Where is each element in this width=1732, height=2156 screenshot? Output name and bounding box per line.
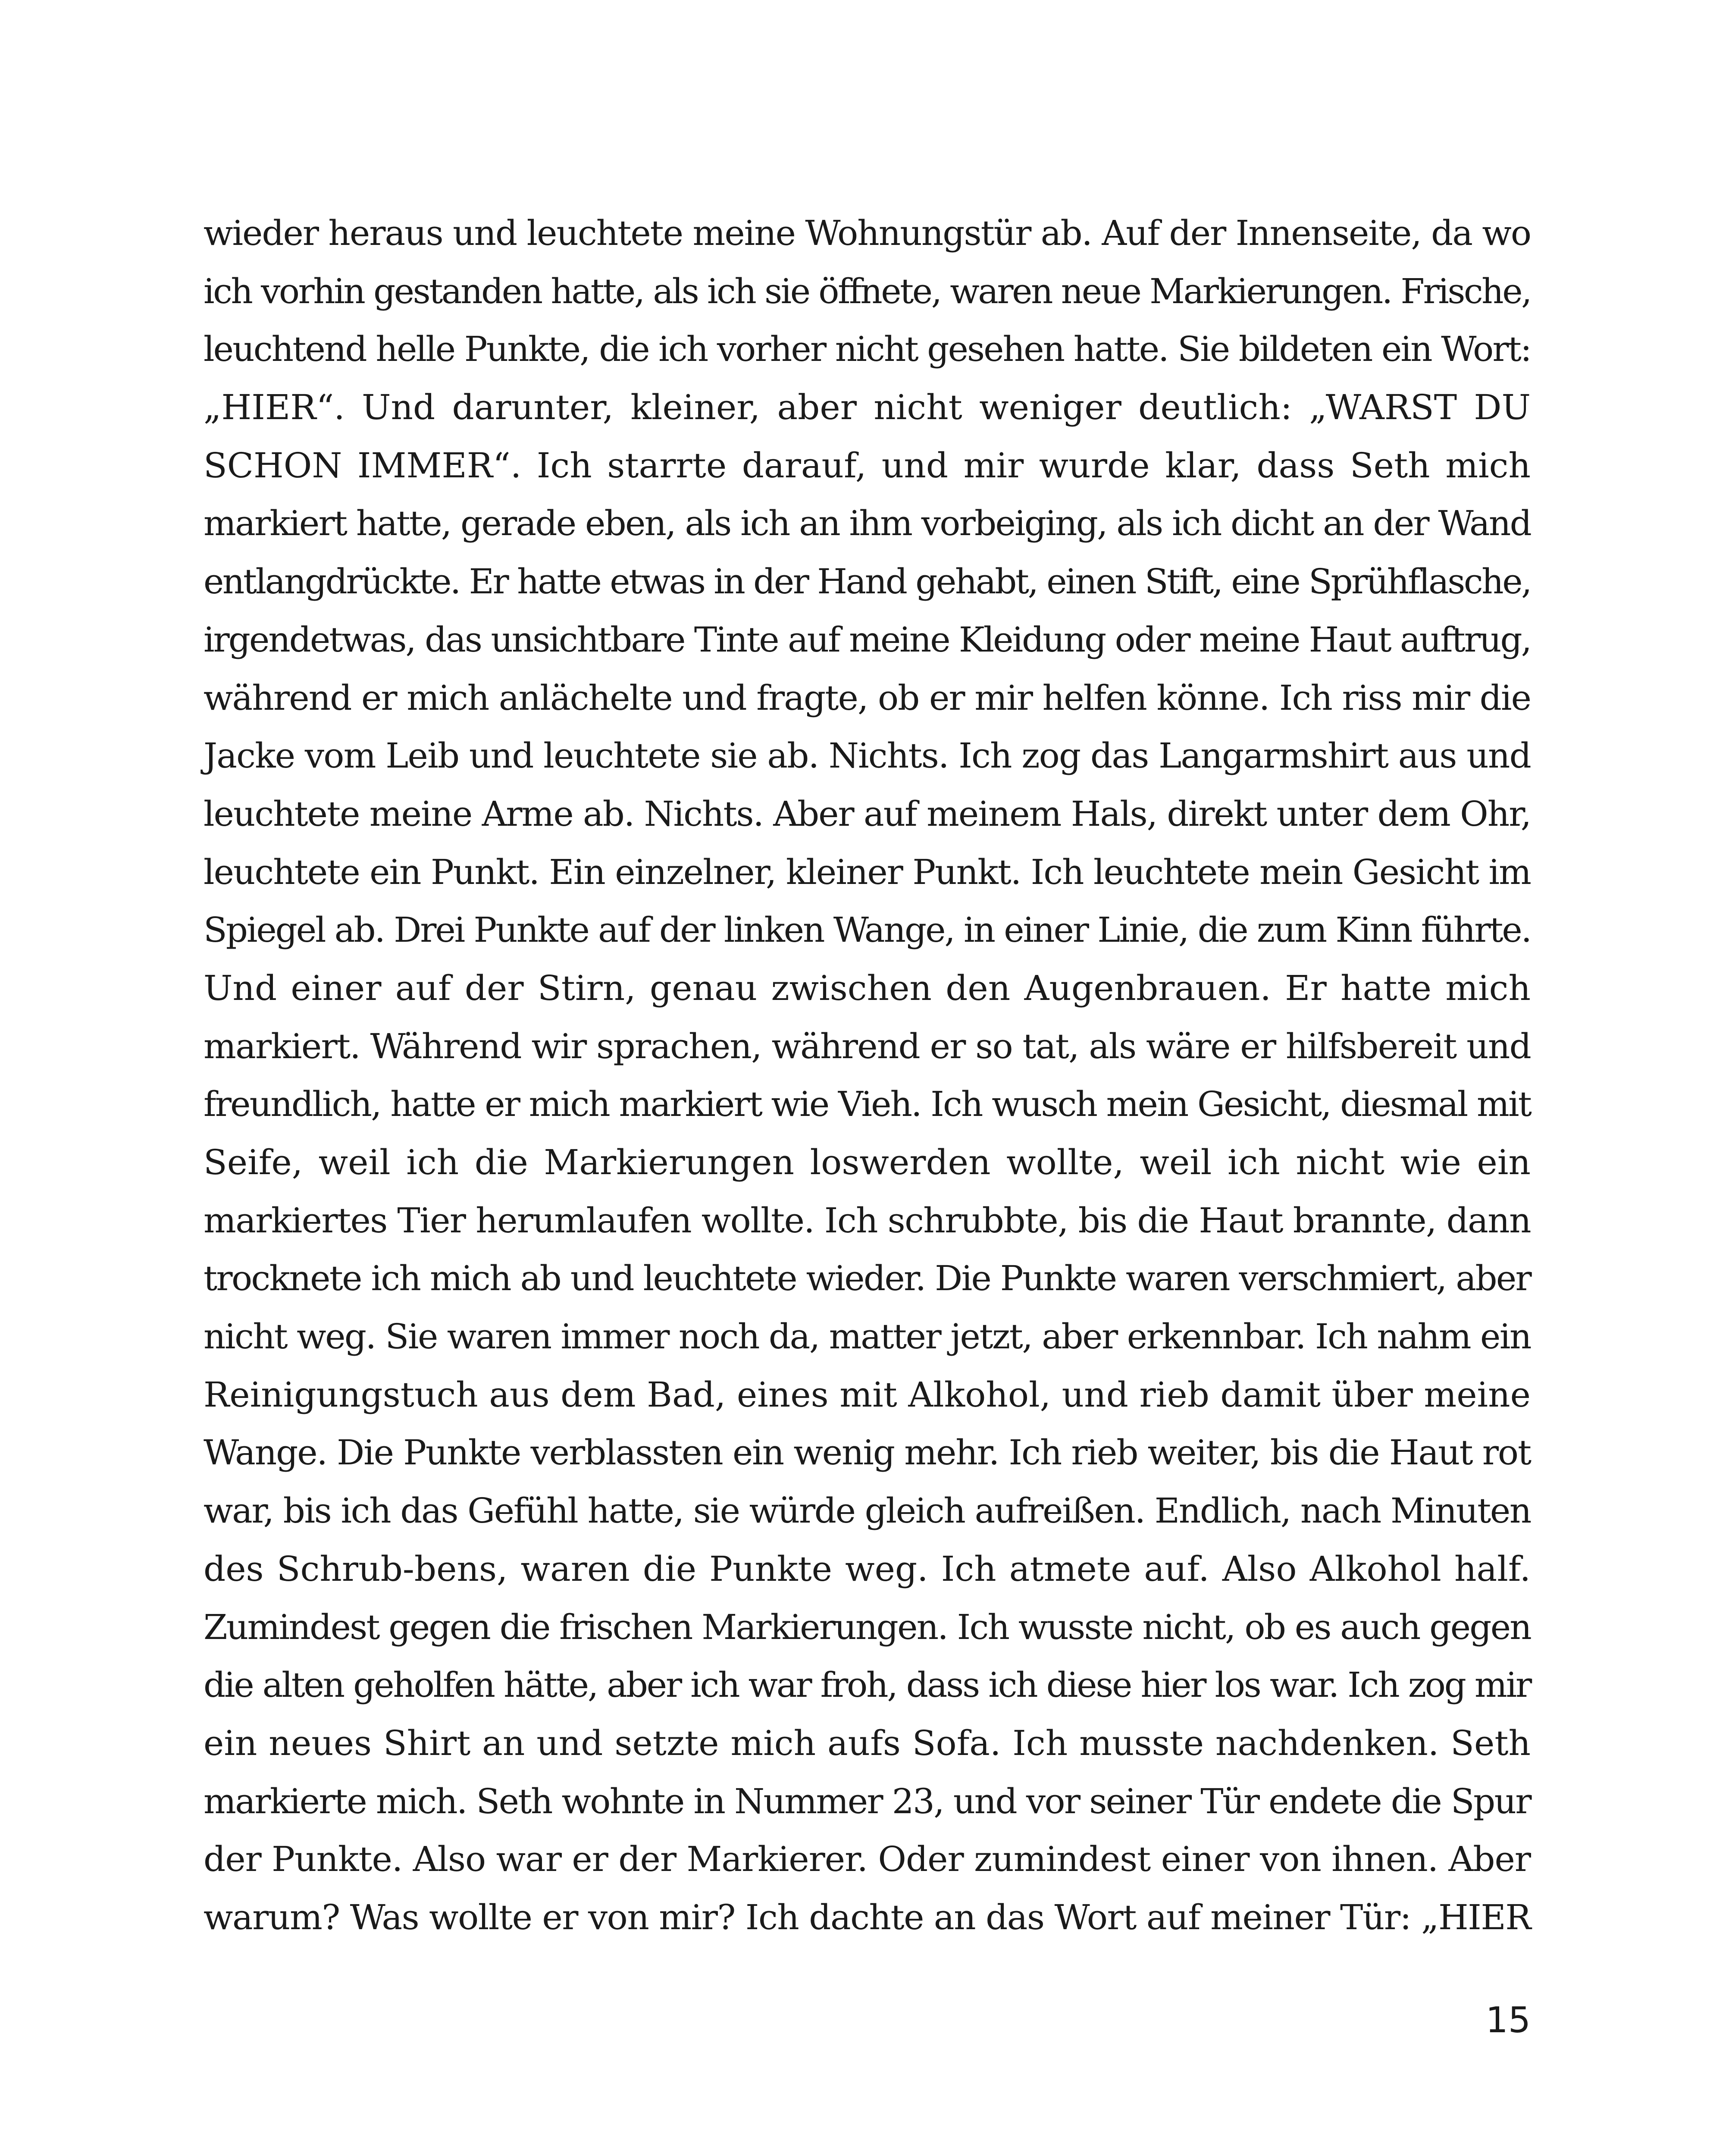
text-line: der Punkte. Also war er der Markierer. Oder zumindest einer von ihnen. Aber <box>204 1839 1531 1880</box>
text-line: Jacke vom Leib und leuchtete sie ab. Nichts. Ich zog das Langarmshirt aus und <box>204 736 1531 776</box>
text-line: freundlich, hatte er mich markiert wie Vieh. Ich wusch mein Gesicht, diesmal mit <box>204 1084 1531 1125</box>
body-text <box>204 204 1531 1947</box>
text-line: markiert hatte, gerade eben, als ich an ihm vorbeiging, als ich dicht an der Wand <box>204 503 1531 544</box>
text-line: Reinigungstuch aus dem Bad, eines mit Alkohol, und rieb damit über meine <box>204 1374 1531 1415</box>
text-line: trocknete ich mich ab und leuchtete wieder. Die Punkte waren verschmiert, aber <box>204 1258 1531 1299</box>
text-line: leuchtend helle Punkte, die ich vorher nicht gesehen hatte. Sie bildeten ein Wort: <box>204 329 1531 370</box>
page-number: 15 <box>1485 2000 1531 2041</box>
text-line: warum? Was wollte er von mir? Ich dachte an das Wort auf meiner Tür: „HIER <box>204 1897 1531 1937</box>
text-line: Seife, weil ich die Markierungen loswerden wollte, weil ich nicht wie ein <box>204 1142 1531 1182</box>
text-line: „HIER“. Und darunter, kleiner, aber nicht weniger deutlich: „WARST DU <box>204 387 1531 428</box>
text-line: des Schrub-bens, waren die Punkte weg. Ich atmete auf. Also Alkohol half. <box>204 1548 1531 1589</box>
text-line: leuchtete ein Punkt. Ein einzelner, kleiner Punkt. Ich leuchtete mein Gesicht im <box>204 852 1531 892</box>
text-line: markiertes Tier herumlaufen wollte. Ich schrubbte, bis die Haut brannte, dann <box>204 1200 1531 1241</box>
text-line: wieder heraus und leuchtete meine Wohnungstür ab. Auf der Innenseite, da wo <box>204 213 1531 253</box>
text-line: die alten geholfen hätte, aber ich war froh, dass ich diese hier los war. Ich zog mir <box>204 1665 1531 1705</box>
text-line: ich vorhin gestanden hatte, als ich sie öffnete, waren neue Markierungen. Frische, <box>204 271 1531 311</box>
text-line: leuchtete meine Arme ab. Nichts. Aber auf meinem Hals, direkt unter dem Ohr, <box>204 793 1531 834</box>
text-line: markiert. Während wir sprachen, während er so tat, als wäre er hilfsbereit und <box>204 1026 1531 1066</box>
text-line: war, bis ich das Gefühl hatte, sie würde gleich aufreißen. Endlich, nach Minuten <box>204 1491 1531 1531</box>
text-line: SCHON IMMER“. Ich starrte darauf, und mir wurde klar, dass Seth mich <box>204 445 1531 486</box>
text-line: nicht weg. Sie waren immer noch da, matter jetzt, aber erkennbar. Ich nahm ein <box>204 1316 1531 1357</box>
text-line: ein neues Shirt an und setzte mich aufs Sofa. Ich musste nachdenken. Seth <box>204 1723 1531 1763</box>
text-line: Und einer auf der Stirn, genau zwischen den Augenbrauen. Er hatte mich <box>204 968 1531 1008</box>
text-line: Wange. Die Punkte verblassten ein wenig mehr. Ich rieb weiter, bis die Haut rot <box>204 1432 1531 1473</box>
text-line: entlangdrückte. Er hatte etwas in der Hand gehabt, einen Stift, eine Sprühflasche, <box>204 561 1531 602</box>
text-line: irgendetwas, das unsichtbare Tinte auf meine Kleidung oder meine Haut auftrug, <box>204 619 1531 660</box>
text-line: während er mich anlächelte und fragte, ob er mir helfen könne. Ich riss mir die <box>204 677 1531 718</box>
text-line: Spiegel ab. Drei Punkte auf der linken Wange, in einer Linie, die zum Kinn führte. <box>204 910 1531 950</box>
text-line: markierte mich. Seth wohnte in Nummer 23, und vor seiner Tür endete die Spur <box>204 1781 1531 1821</box>
text-line: Zumindest gegen die frischen Markierungen. Ich wusste nicht, ob es auch gegen <box>204 1607 1531 1647</box>
